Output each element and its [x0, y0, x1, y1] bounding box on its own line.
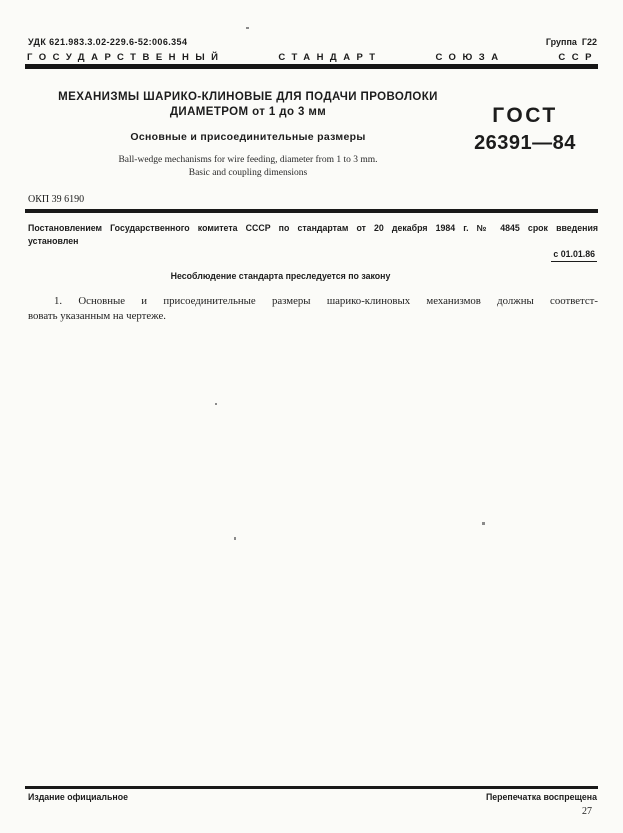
banner-word: ССР	[558, 52, 598, 63]
body-paragraph-1	[28, 294, 598, 323]
decree-line-2: установлен	[28, 236, 79, 246]
official-edition-note: Издание официальное	[28, 792, 128, 802]
title-line-2: ДИАМЕТРОМ от 1 до 3 мм	[169, 106, 327, 118]
english-title-line-2: Basic and coupling dimensions	[188, 168, 308, 178]
banner-underline-bar	[25, 64, 598, 69]
decree-statement	[28, 222, 598, 248]
udk-classification: УДК 621.983.3.02-229.6-52:006.354	[28, 37, 188, 47]
title-line-1: МЕХАНИЗМЫ ШАРИКО-КЛИНОВЫЕ ДЛЯ ПОДАЧИ ПРОВОЛОКИ	[58, 91, 438, 103]
page-number: 27	[582, 806, 592, 817]
english-title	[32, 154, 464, 180]
law-notice: Несоблюдение стандарта преследуется по закону	[170, 271, 391, 281]
english-title-line-1: Ball-wedge mechanisms for wire feeding, diameter from 1 to 3 mm.	[118, 155, 378, 165]
banner-word: ГОСУДАРСТВЕННЫЙ	[27, 52, 225, 63]
scan-speck	[246, 27, 249, 29]
okp-code: ОКП 39 6190	[28, 194, 85, 205]
gost-number: 26391—84	[474, 132, 576, 154]
gost-label: ГОСТ	[492, 104, 558, 127]
banner-word: СТАНДАРТ	[278, 52, 382, 63]
paragraph-line-1: 1. Основные и присоединительные размеры шарико-клиновых механизмов должны соответст-	[54, 295, 598, 307]
banner-word: СОЮЗА	[435, 52, 505, 63]
scan-speck	[215, 403, 217, 405]
group-label: Группа Г22	[545, 37, 597, 47]
paragraph-line-2: вовать указанным на чертеже.	[28, 309, 166, 322]
state-standard-banner	[27, 52, 598, 63]
footer-rule	[25, 786, 598, 789]
title-block	[32, 90, 464, 180]
decree-line-1: Постановлением Государственного комитета СССР по стандартам от 20 декабря 1984 г. № 4845 срок введения	[28, 223, 598, 233]
reprint-prohibited-note: Перепечатка воспрещена	[485, 792, 597, 802]
effective-date: с 01.01.86	[551, 249, 597, 262]
scan-speck	[234, 537, 236, 540]
gost-designation	[460, 104, 590, 155]
scan-speck	[482, 522, 485, 525]
horizontal-rule	[25, 209, 598, 213]
subtitle: Основные и присоединительные размеры	[130, 131, 366, 143]
